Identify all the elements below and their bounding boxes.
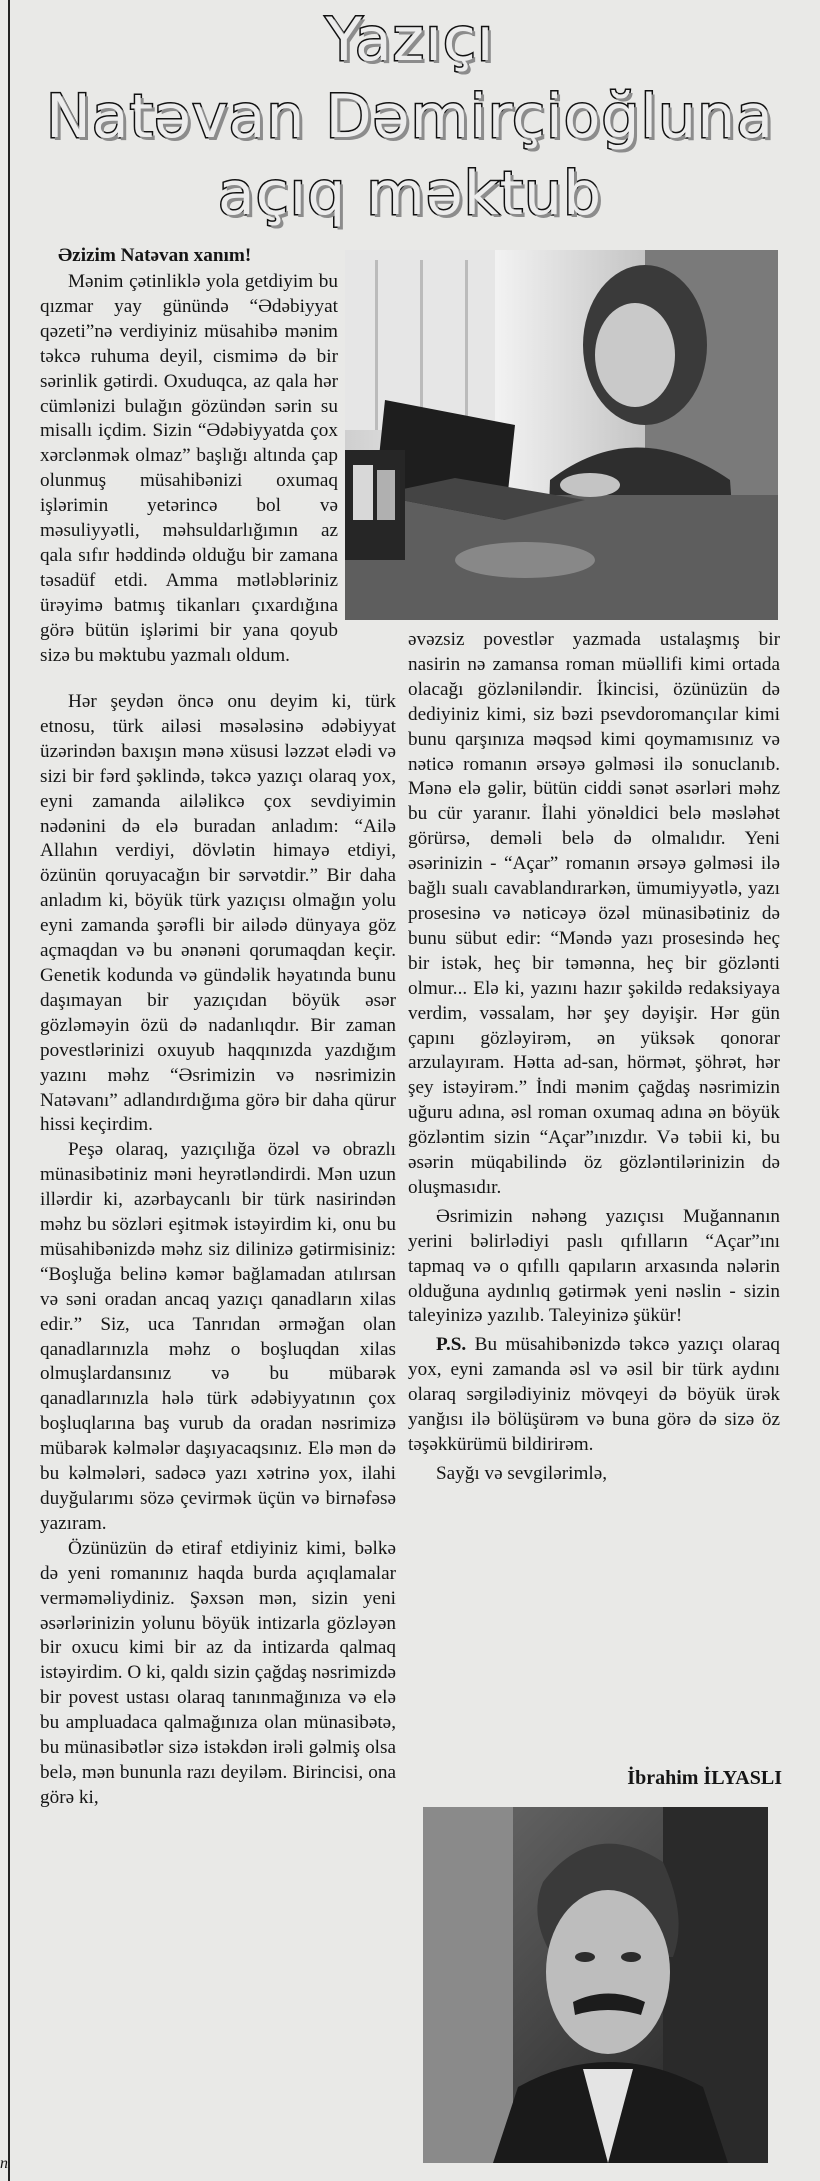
paragraph-2: Hər şeydən öncə onu deyim ki, türk etnosu, türk ailəsi məsələsinə ədəbiyyat üzərindən baxışın mənə xüsusi ləzzət elədi və sizi bir fərd şəklində, təkcə yazıçı olaraq yox, eyni zamanda ailəlikcə çox sevdiyimin nədənini də elə buradan anladım: “Ailə Allahın verdiyi, dövlətin himayə etdiyi, özünün qoruyacağın bir sərvətdir.” Bir daha anladım ki, böyük türk yazıçısı olmağın yolu eyni zamanda şərəfli bir ailədə dünyaya göz açmaqdan və bu ənənəni qorumaqdan keçir. Genetik kodunda və gündəlik həyatında bunu daşımayan bir yazıçıdan böyük əsər gözləməyin özü də nadanlıqdır. Bir zaman povestlərinizi oxuyub haqqınızda yazdığım yazını məhz “Əsrimizin və nəsrimizin Natəvanı” adlandırdığıma görə bir daha qürur hissi keçirdim. (40, 691, 396, 1136)
column-left (40, 690, 396, 1811)
headline (20, 2, 800, 233)
paragraph-3: Peşə olaraq, yazıçılığa özəl və obrazlı münasibətiniz məni heyrətləndirdi. Mən uzun illərdir ki, azərbaycanlı bir türk nasirindən məhz bu sözləri eşitmək istəyirdim ki, onu bu müsahibənizdə məhz siz dilinizə gətirmisiniz: “Boşluğa belinə kəmər bağlamadan atılırsan və səni oradan ancaq yazıçı qanadların xilas edir.” Siz, uca Tanrıdan ərməğan olan qanadlarınızla məhz o boşluqdan xilas olmuşlardansınız və bu mübarək qanadlarınızla hələ türk ədəbiyyatının çox boşluqlarına baş vurub da oradan nəsrimizə mübarək kəlmələr daşıyacaqsınız. Elə mən də bu kəlmələri, sadəcə yazı xətrinə yox, ilahi duyğularımı sözə çevirmək üçün və birnəfəsə yazıram. (40, 1139, 396, 1534)
corner-mark: n (0, 2155, 8, 2172)
ps-label: P.S. (436, 1334, 467, 1356)
greeting: Əzizim Natəvan xanım! (58, 245, 252, 266)
paragraph-6: Əsrimizin nəhəng yazıçısı Muğannanın yerini bəlirlədiyi paslı qıfılların “Açar”ını tapmaq və o qıfıllı qapıların arxasında nələrin olduğuna aydınlıq gətirmək yeni nəslin - sizin taleyinizə yazılıb. Taleyinizə şükür! (408, 1205, 780, 1327)
paragraph-4: Özünüzün də etiraf etdiyiniz kimi, bəlkə də yeni romanınız haqda burda açıqlamalar verməməliydiniz. Şəxsən mən, sizin yeni əsərlərinizin yolunu böyük intizarla gözləyən bir oxucu kimi bir az da intizarda qalmaq istəyirdim. O ki, qaldı sizin çağdaş nəsrimizdə bir povest ustası olaraq tanınmağınıza və elə bu ampluadaca qalmağınıza olan münasibətə, bu münasibətlər sizə istəkdən irəli gəlmiş olsa belə, mən bununla razı deyiləm. Birincisi, ona görə ki, (40, 1537, 396, 1808)
photo-author-portrait (423, 1807, 768, 2163)
author-signature: İbrahim İLYASLI (627, 1767, 782, 1789)
column-rule (8, 0, 10, 2181)
column-right (408, 628, 780, 1491)
closing: Sayğı və sevgilərimlə, (436, 1462, 608, 1484)
postscript (408, 1333, 780, 1458)
ps-text: Bu müsahibənizdə təkcə yazıçı olaraq yox, eyni zamanda əsl və əsil bir türk aydını olaraq sərgilədiyiniz mövqeyi də böyük ürək yanğısı ilə bölüşürəm və buna görə də sizə öz təşəkkürümü bildirirəm. (408, 1334, 780, 1455)
paragraph-1: Mənim çətinliklə yola getdiyim bu qızmar yay günündə “Ədəbiyyat qəzeti”nə verdiyiniz müsahibə mənim təkcə ruhuma deyil, cismimə də bir sərinlik gətirdi. Oxuduqca, az qala hər cümlənizi bulağın gözündən sərin su misallı içdim. Sizin “Ədəbiyyatda çox xərclənmək olmaz” başlığı altında çap olunmuş müsahibənizi oxumaq işlərimin yetərincə bol və məsuliyyətli, məhsuldarlığımın az qala sıfır həddində olduğu bir zamana təsadüf etdi. Amma mətləbləriniz ürəyimə batmış tikanları çıxardığına görə bütün işlərimi bir yana qoyub sizə bu məktubu yazmalı oldum. (40, 271, 338, 666)
headline-line-2: Natəvan Dəmirçioğluna (46, 82, 774, 152)
photo-writer-at-desk (345, 250, 778, 620)
column-left-top (40, 244, 396, 269)
paragraph-5: əvəzsiz povestlər yazmada ustalaşmış bir nasirin nə zamansa roman müəllifi kimi ortada olacağı gözləniləndir. İkincisi, özünüzün də dediyiniz kimi, siz bəzi psevdoromançılar kimi bunu qarşınıza məqsəd kimi qoymamısınız və nəticə romanın ərsəyə gəlməsi ilə sonuclanıb. Mənə elə gəlir, bütün ciddi sənət əsərləri məhz bu cür yaranır. İlahi yönəldici belə məsləhət görürsə, deməli belə də olmalıdır. Yeni əsərinizin - “Açar” romanın ərsəyə gəlməsi ilə bağlı sualı cavablandırarkən, ümumiyyətlə, yazı prosesinə və nəticəyə özəl münasibətiniz də bunu sübut edir: “Məndə yazı prosesində heç bir istək, heç bir təmənna, heç bir gözlənti olmur... Elə ki, yazını hazır şəkildə redaksiyaya verdim, vəssalam, hər şey dəyişir. Hər gün çapını gözləyirəm, ən yüksək qonorar arzulayıram. Hətta ad-san, hörmət, şöhrət, hər şey istəyirəm.” İndi mənim çağdaş nəsrimizin uğuru adına, əsl roman oxumaq adına ən böyük gözləntim sizin “Açar”ınızdır. Və təbii ki, bu əsərin müqabilində öz gözləntilərinizin də oluşmasıdır. (408, 629, 780, 1198)
headline-line-1: Yazıçı (325, 5, 495, 75)
column-left-upper (40, 270, 338, 669)
headline-line-3: açıq məktub (217, 159, 603, 229)
